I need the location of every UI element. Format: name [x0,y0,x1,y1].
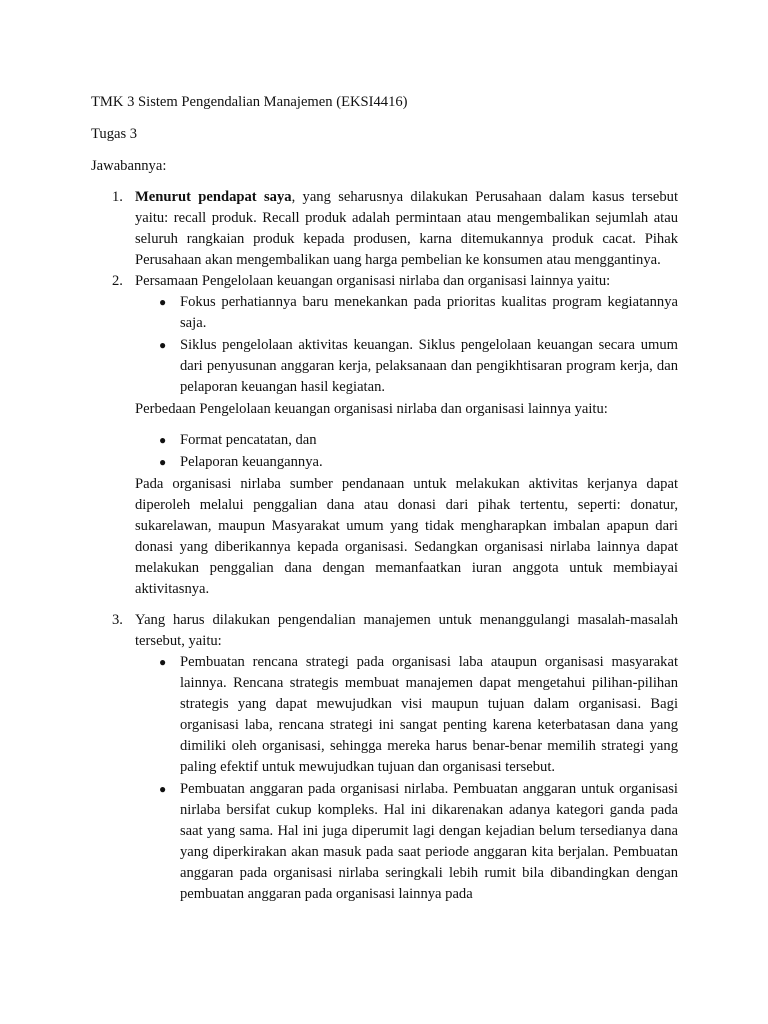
answer-item-2 [91,271,678,600]
answer-item-1 [91,187,678,271]
similarities-list [135,292,678,398]
document-title: TMK 3 Sistem Pengendalian Manajemen (EKSI4416) [91,94,408,110]
management-intro: Yang harus dilakukan pengendalian manajemen untuk menanggulangi masalah-masalah tersebut, yaitu: [135,612,678,649]
list-item [135,652,678,778]
bullet-icon: ● [159,655,167,669]
item-number: 3. [112,612,123,628]
list-item-text: Pelaporan keuangannya. [180,454,323,470]
bullet-icon: ● [159,295,167,309]
bold-lead: Menurut pendapat saya [135,189,292,205]
list-item-text: Format pencatatan, dan [180,432,317,448]
list-item [135,335,678,398]
bullet-icon: ● [159,455,167,469]
list-item-text: Siklus pengelolaan aktivitas keuangan. Siklus pengelolaan keuangan secara umum dari penyusunan anggaran kerja, pelaksanaan dan pengikhtisaran program kerja, dan pelaporan keuangan hasil kegiatan. [180,337,678,395]
management-points-list [135,652,678,905]
bullet-icon: ● [159,782,167,796]
list-item [135,292,678,334]
differences-intro: Perbedaan Pengelolaan keuangan organisasi nirlaba dan organisasi lainnya yaitu: [135,401,608,417]
funding-paragraph: Pada organisasi nirlaba sumber pendanaan untuk melakukan aktivitas kerjanya dapat diperoleh melalui penggalian dana atau donasi dari pihak tertentu, seperti: donatur, sukarelawan, maupun Masyarakat umum yang tidak mengharapkan imbalan apapun dari donasi yang diberikannya kepada organisasi. Sedangkan organisasi nirlaba lainnya dapat melakukan penggalian dana dengan memanfaatkan iuran anggota untuk membiayai aktivitasnya. [135,476,678,597]
differences-list [135,430,678,473]
list-item [135,430,678,451]
answer-1-text [135,187,678,271]
answer-item-3 [91,610,678,905]
list-item [135,452,678,473]
answers-list [91,187,678,905]
answer-1-body: , yang seharusnya dilakukan Perusahaan dalam kasus tersebut yaitu: recall produk. Recall produk adalah permintaan atau mengembalikan sejumlah atau seluruh rangkaian produk kepada produsen, karna ditemukannya produk cacat. Pihak Perusahaan akan mengembalikan uang harga pembelian ke konsumen atau menggantinya. [135,189,678,268]
list-item [135,779,678,905]
item-number: 2. [112,273,123,289]
bullet-icon: ● [159,338,167,352]
item-number: 1. [112,189,123,205]
answers-label: Jawabannya: [91,158,167,174]
task-label: Tugas 3 [91,126,138,142]
document-page [91,92,678,906]
bullet-icon: ● [159,433,167,447]
list-item-text: Pembuatan anggaran pada organisasi nirlaba. Pembuatan anggaran untuk organisasi nirlaba bersifat cukup kompleks. Hal ini dikarenakan adanya kategori ganda pada saat yang sama. Hal ini juga diperumit lagi dengan kejadian belum tersedianya dana yang diperkirakan akan masuk pada saat periode anggaran kita berjalan. Pembuatan anggaran pada organisasi nirlaba seringkali lebih rumit bila dibandingkan dengan pembuatan anggaran pada organisasi lainnya pada [180,781,678,902]
list-item-text: Fokus perhatiannya baru menekankan pada prioritas kualitas program kegiatannya saja. [180,294,678,331]
similarities-intro: Persamaan Pengelolaan keuangan organisasi nirlaba dan organisasi lainnya yaitu: [135,273,611,289]
list-item-text: Pembuatan rencana strategi pada organisasi laba ataupun organisasi masyarakat lainnya. Rencana strategis membuat manajemen dapat mengetahui pilihan-pilihan strategis yang dapat mewujudkan visi maupun tujuan dalam organisasi. Bagi organisasi laba, rencana strategi ini sangat penting karena keterbatasan dana yang dimiliki oleh organisasi, sehingga mereka harus benar-benar memilih strategi yang paling efektif untuk mewujudkan tujuan dan organisasi tersebut. [180,654,678,775]
